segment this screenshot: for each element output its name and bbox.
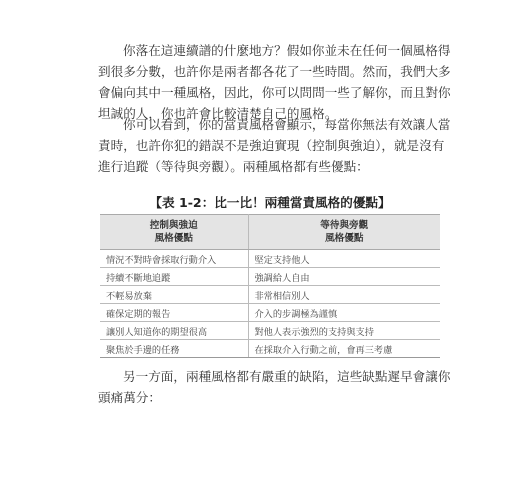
table-cell: 聚焦於手邊的任務 bbox=[100, 340, 248, 358]
paragraph-3-line: 頭痛萬分： bbox=[98, 390, 161, 405]
paragraph-2 bbox=[98, 114, 451, 177]
paragraph-2-line: 你可以看到，你的當責風格會顯示，每當你無法有效讓人當 bbox=[123, 117, 451, 132]
comparison-table bbox=[100, 214, 440, 358]
paragraph-3-line: 另一方面，兩種風格都有嚴重的缺陷，這些缺點遲早會讓你 bbox=[123, 369, 451, 384]
table-row bbox=[100, 250, 440, 268]
paragraph-3 bbox=[98, 366, 451, 408]
table-cell: 情況不對時會採取行動介入 bbox=[100, 250, 248, 268]
header-line: 控制與強迫 bbox=[149, 220, 198, 231]
table-cell: 持續不斷地追蹤 bbox=[100, 268, 248, 286]
paragraph-1-line: 坦誠的人，你也許會比較清楚自己的風格。 bbox=[98, 106, 338, 121]
table-cell: 非常相信別人 bbox=[248, 286, 440, 304]
table-cell: 介入的步調極為謹慎 bbox=[248, 304, 440, 322]
header-line: 等待與旁觀 bbox=[320, 220, 369, 231]
paragraph-1-line: 到很多分數，也許你是兩者都各花了一些時間。然而，我們大多 bbox=[98, 64, 451, 79]
table-row bbox=[100, 340, 440, 358]
table-cell: 對他人表示強烈的支持與支持 bbox=[248, 322, 440, 340]
table-cell: 在採取介入行動之前，會再三考慮 bbox=[248, 340, 440, 358]
table-row bbox=[100, 286, 440, 304]
paragraph-2-line: 進行追蹤（等待與旁觀）。兩種風格都有些優點： bbox=[98, 159, 369, 174]
header-wait-style bbox=[248, 215, 440, 250]
paragraph-2-line: 責時，也許你犯的錯誤不是強迫實現（控制與強迫），就是沒有 bbox=[98, 138, 445, 153]
table-row bbox=[100, 268, 440, 286]
table-cell: 讓別人知道你的期望很高 bbox=[100, 322, 248, 340]
header-line: 風格優點 bbox=[154, 233, 193, 244]
paragraph-1-line: 會偏向其中一種風格，因此，你可以問問一些了解你，而且對你 bbox=[98, 85, 451, 100]
header-control-style bbox=[100, 215, 248, 250]
table-cell: 不輕易放棄 bbox=[100, 286, 248, 304]
table-cell: 確保定期的報告 bbox=[100, 304, 248, 322]
table-row bbox=[100, 304, 440, 322]
table-header-row bbox=[100, 215, 440, 250]
paragraph-1-line: 你落在這連續譜的什麼地方？假如你並未在任何一個風格得 bbox=[123, 43, 451, 58]
header-line: 風格優點 bbox=[325, 233, 364, 244]
table-row bbox=[100, 322, 440, 340]
table-cell: 堅定支持他人 bbox=[248, 250, 440, 268]
paragraph-1 bbox=[98, 40, 451, 124]
table-title: 【表 1-2：比一比！兩種當責風格的優點】 bbox=[149, 195, 391, 210]
table-cell: 強調給人自由 bbox=[248, 268, 440, 286]
